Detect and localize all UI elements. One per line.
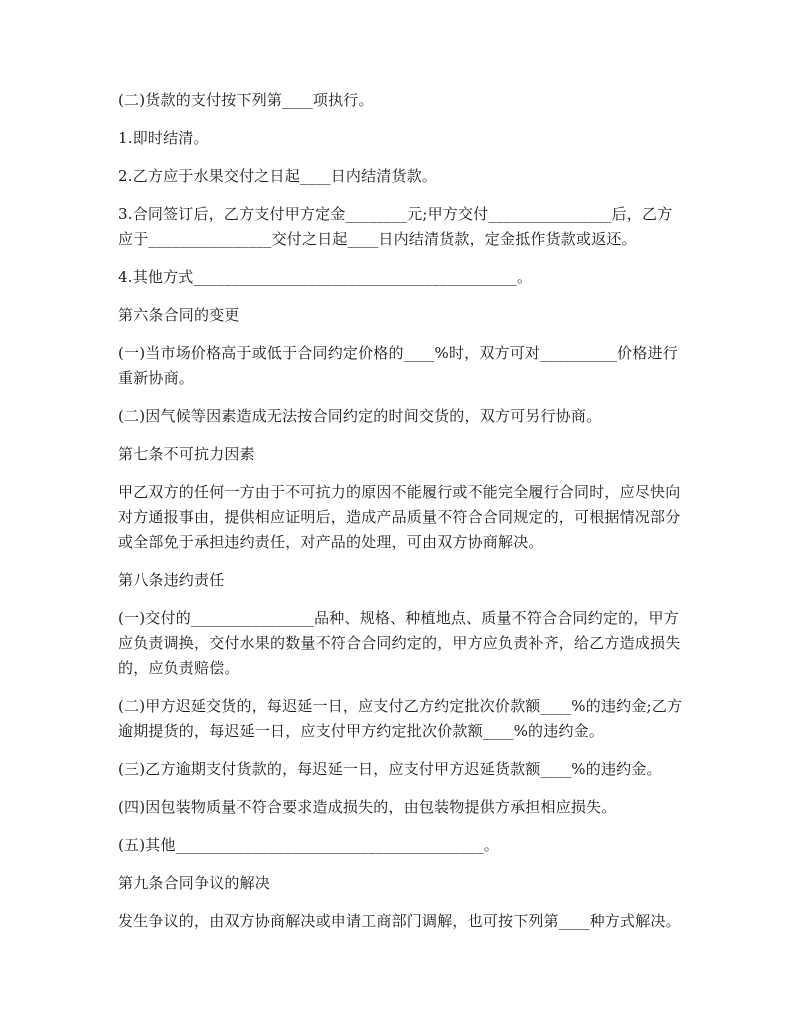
payment-option-1: 1.即时结清。 [118, 129, 209, 147]
document-page [118, 88, 686, 947]
article-7-body: 甲乙双方的任何一方由于不可抗力的原因不能履行或不能完全履行合同时，应尽快向对方通报事由，提供相应证明后，造成产品质量不符合合同规定的，可根据情况部分或全部免于承担违约责任，对产品的处理，可由双方协商解决。 [118, 483, 681, 551]
article-8-clause-1: (一)交付的________________品种、规格、种植地点、质量不符合合同约定的，甲方应负责调换，交付水果的数量不符合合同约定的，甲方应负责补齐，给乙方造成损失的，应负责赔偿。 [118, 609, 681, 677]
article-8-clause-3: (三)乙方逾期支付货款的，每迟延一日，应支付甲方迟延货款额____%的违约金。 [118, 760, 662, 778]
article-9-heading: 第九条合同争议的解决 [118, 874, 271, 892]
article-8-clause-4: (四)因包装物质量不符合要求造成损失的，由包装物提供方承担相应损失。 [118, 798, 617, 816]
article-6-heading: 第六条合同的变更 [118, 306, 240, 324]
article-6-clause-2: (二)因气候等因素造成无法按合同约定的时间交货的，双方可另行协商。 [118, 407, 602, 425]
article-8-heading: 第八条违约责任 [118, 571, 225, 589]
article-8-clause-2: (二)甲方迟延交货的，每迟延一日，应支付乙方约定批次价款额____%的违约金;乙方逾期提货的，每迟延一日，应支付甲方约定批次价款额____%的违约金。 [118, 697, 683, 740]
article-7-heading: 第七条不可抗力因素 [118, 445, 255, 463]
payment-method-clause: (二)货款的支付按下列第____项执行。 [118, 91, 374, 109]
article-8-clause-5: (五)其他________________________________________。 [118, 836, 499, 854]
payment-option-4: 4.其他方式__________________________________________。 [118, 268, 533, 286]
payment-option-3: 3.合同签订后，乙方支付甲方定金________元;甲方交付________________后，乙方应于________________交付之日起____日内结清货款，定金抵作货款或返还。 [118, 205, 673, 248]
article-6-clause-1: (一)当市场价格高于或低于合同约定价格的____%时，双方可对__________价格进行重新协商。 [118, 344, 678, 387]
article-9-body: 发生争议的，由双方协商解决或申请工商部门调解，也可按下列第____种方式解决。 [118, 912, 681, 930]
payment-option-2: 2.乙方应于水果交付之日起____日内结清货款。 [118, 167, 438, 185]
